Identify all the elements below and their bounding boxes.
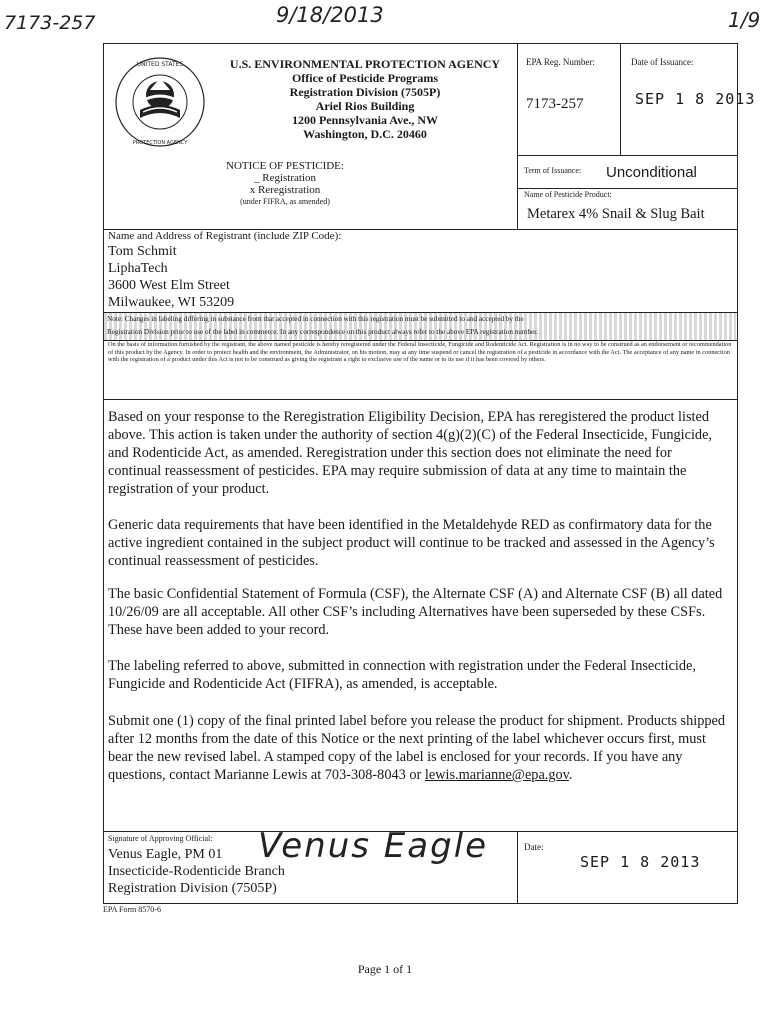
notice-option-registration: _ Registration — [253, 172, 317, 184]
reg-number-label: EPA Reg. Number: — [526, 57, 595, 67]
form-number: EPA Form 8570-6 — [103, 905, 161, 914]
notice-title: NOTICE OF PESTICIDE: — [226, 160, 344, 172]
registrant-address — [108, 243, 234, 311]
registrant-label: Name and Address of Registrant (include ZIP Code): — [108, 230, 342, 242]
paragraph-reregistration: Based on your response to the Reregistration Eligibility Decision, EPA has reregistered the product listed above. This action is taken under the authority of section 4(g)(2)(C) of the Federal Insecticide, Fungicide, and Rodenticide Act, as amended. Reregistration under this section does not eliminate the need for continual reassessment of pesticides. EPA may require submission of data at any time to maintain the registration of your product. — [108, 409, 712, 497]
agency-office: Office of Pesticide Programs — [291, 71, 439, 85]
label-note — [104, 313, 736, 340]
notice-block — [210, 160, 360, 208]
issuance-date-label: Date of Issuance: — [631, 57, 694, 67]
handwritten-reg-number: 7173-257 — [4, 12, 96, 34]
notice-option-reregistration: x Reregistration — [249, 184, 321, 196]
divider-horizontal — [103, 399, 737, 400]
notice-subtitle: (under FIFRA, as amended) — [240, 197, 330, 206]
paragraph-end: . — [568, 767, 573, 783]
paragraph-submit-label — [108, 712, 728, 784]
reg-number-value: 7173-257 — [526, 96, 584, 112]
divider-vertical — [620, 43, 621, 155]
paragraph-submit-text: Submit one (1) copy of the final printed label before you release the product for shipment. Products shipped after 12 months from the date of this Notice or the next printing of the label whichever occurs first, must bear the new revised label. A stamped copy of the label is enclosed for your records. If you have any questions, contact Marianne Lewis at 703-308-8043 or — [108, 713, 725, 783]
signature-label: Signature of Approving Official: — [108, 834, 213, 843]
note-line-2: Registration Division prior to use of the label in commerce. In any correspondence on this product always refer to the above EPA registration number. — [107, 328, 539, 336]
product-name: Metarex 4% Snail & Slug Bait — [527, 206, 705, 222]
date-label: Date: — [524, 842, 544, 852]
divider-horizontal — [103, 903, 737, 904]
divider-vertical — [517, 831, 518, 903]
term-label: Term of Issuance: — [524, 166, 582, 175]
product-label: Name of Pesticide Product: — [524, 190, 612, 199]
paragraph-csf: The basic Confidential Statement of Formula (CSF), the Alternate CSF (A) and Alternate CSF (B) all dated 10/26/09 are all acceptable. All other CSF’s including Alternatives have been superseded by these CSFs. These have been added to your record. — [108, 586, 723, 638]
signatory-name: Venus Eagle, PM 01 — [108, 847, 223, 862]
page-footer: Page 1 of 1 — [357, 962, 413, 976]
handwritten-signature: Venus Eagle — [258, 826, 489, 866]
agency-division: Registration Division (7505P) — [289, 85, 441, 99]
svg-text:PROTECTION AGENCY: PROTECTION AGENCY — [132, 140, 188, 146]
registrant-name: Tom Schmit — [108, 244, 177, 259]
agency-city: Washington, D.C. 20460 — [303, 127, 427, 141]
registrant-company: LiphaTech — [108, 261, 168, 276]
registrant-street: 3600 West Elm Street — [108, 278, 230, 293]
signatory-block — [108, 846, 285, 897]
handwritten-date: 9/18/2013 — [276, 3, 384, 27]
contact-email-link[interactable]: lewis.marianne@epa.gov — [424, 767, 569, 783]
agency-building: Ariel Rios Building — [315, 99, 415, 113]
epa-seal — [110, 52, 210, 152]
signatory-division: Registration Division (7505P) — [108, 881, 277, 896]
paragraph-generic-data: Generic data requirements that have been identified in the Metaldehyde RED as confirmatory data for the active ingredient contained in the subject product will continue to be tracked and assessed in the Agency’s continual reassessment of pesticides. — [108, 517, 715, 569]
paragraph-labeling: The labeling referred to above, submitted in connection with registration under the Federal Insecticide, Fungicide and Rodenticide Act (FIFRA), as amended, is acceptable. — [108, 658, 696, 692]
registrant-city: Milwaukee, WI 53209 — [108, 295, 235, 310]
handwritten-page-marker: 1/9 — [728, 8, 761, 32]
issuance-date-stamp: SEP 1 8 2013 — [635, 90, 756, 108]
agency-header — [210, 57, 520, 141]
svg-text:UNITED STATES: UNITED STATES — [136, 61, 184, 68]
agency-name: U.S. ENVIRONMENTAL PROTECTION AGENCY — [229, 57, 501, 71]
date-stamp: SEP 1 8 2013 — [580, 853, 701, 871]
note-line-1: Note: Changes in labeling differing in substance from that accepted in connection with this registration must be submitted to and accepted by the — [107, 315, 524, 323]
agency-street: 1200 Pennsylvania Ave., NW — [291, 113, 439, 127]
divider-horizontal — [517, 188, 737, 189]
signatory-branch: Insecticide-Rodenticide Branch — [108, 864, 285, 879]
term-value: Unconditional — [606, 164, 697, 181]
divider-horizontal — [517, 155, 737, 156]
fine-print: On the basis of information furnished by the registrant, the above named pesticide is hereby reregistered under the Federal Insecticide, Fungicide and Rodenticide Act. Registration is in no way to be construed as an endorsement or recommendation of this product by the Agency. In order to protect health and the environment, the Administrator, on his motion, may at any time suspend or cancel the registration of a pesticide in accordance with the Act. The acceptance of any name in connection with the registration of a product under this Act is not to be construed as giving the registrant a right to exclusive use of the name or to its use if it has been covered by others. — [108, 341, 732, 364]
